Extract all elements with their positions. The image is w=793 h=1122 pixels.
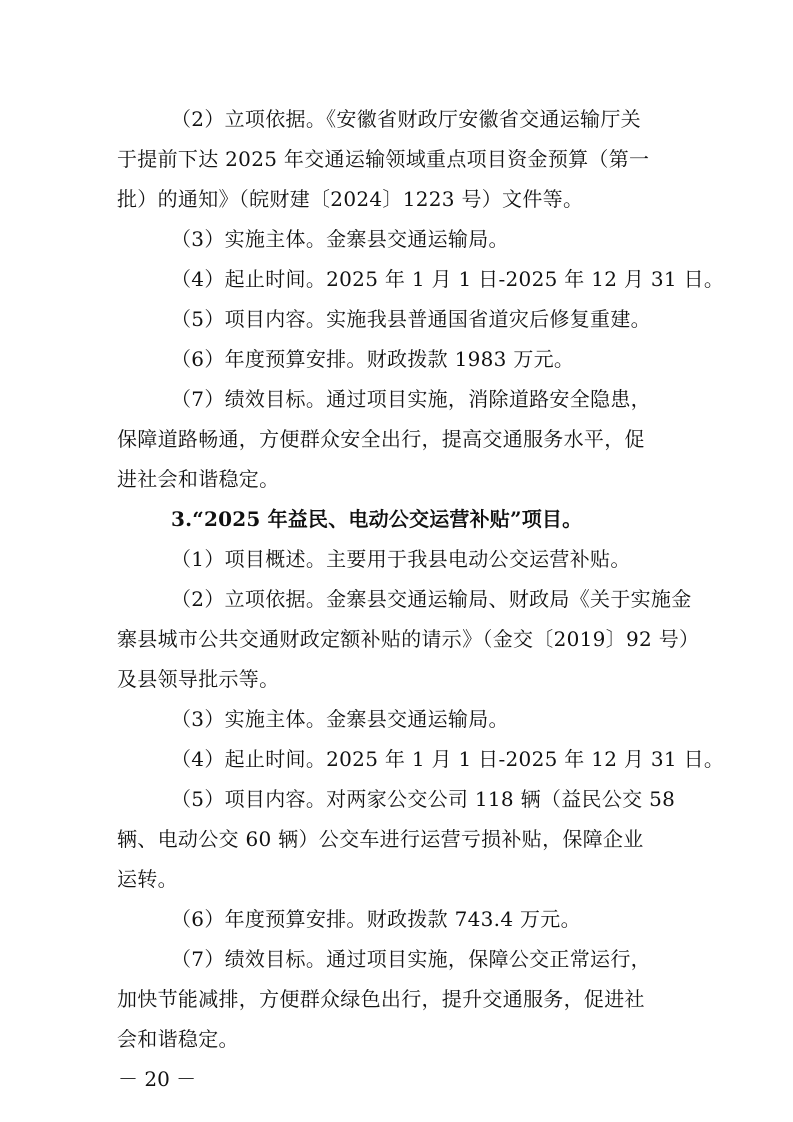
paragraph-line: （3）实施主体。金寨县交通运输局。 [171,227,509,251]
paragraph-line: 寨县城市公共交通财政定额补贴的请示》（金交〔2019〕92 号） [117,627,700,651]
page-number: － 20 － [118,1067,197,1091]
paragraph-line: （7）绩效目标。通过项目实施，保障公交正常运行， [171,947,651,971]
paragraph-line: （7）绩效目标。通过项目实施，消除道路安全隐患， [171,387,651,411]
paragraph-line: （1）项目概述。主要用于我县电动公交运营补贴。 [171,547,631,571]
paragraph-line: 进社会和谐稳定。 [117,467,280,491]
paragraph-line: 运转。 [117,867,178,891]
paragraph-line: （2）立项依据。《安徽省财政厅安徽省交通运输厅关 [171,107,641,131]
paragraph-line: 加快节能减排，方便群众绿色出行，提升交通服务，促进社 [117,987,645,1011]
paragraph-line: （2）立项依据。金寨县交通运输局、财政局《关于实施金 [171,587,692,611]
paragraph-line: 批）的通知》（皖财建〔2024〕1223 号）文件等。 [117,187,584,211]
paragraph-line: （6）年度预算安排。财政拨款 743.4 万元。 [171,907,581,931]
section-heading: 3.“2025 年益民、电动公交运营补贴”项目。 [171,507,583,531]
paragraph-line: （4）起止时间。2025 年 1 月 1 日-2025 年 12 月 31 日。 [171,747,725,771]
paragraph-line: （3）实施主体。金寨县交通运输局。 [171,707,509,731]
paragraph-line: 辆、电动公交 60 辆）公交车进行运营亏损补贴，保障企业 [117,827,644,851]
paragraph-line: （6）年度预算安排。财政拨款 1983 万元。 [171,347,575,371]
paragraph-line: 于提前下达 2025 年交通运输领域重点项目资金预算（第一 [117,147,650,171]
paragraph-line: （5）项目内容。实施我县普通国省道灾后修复重建。 [171,307,651,331]
paragraph-line: 会和谐稳定。 [117,1027,239,1051]
paragraph-line: （5）项目内容。对两家公交公司 118 辆（益民公交 58 [171,787,676,811]
paragraph-line: 保障道路畅通，方便群众安全出行，提高交通服务水平，促 [117,427,645,451]
paragraph-line: 及县领导批示等。 [117,667,280,691]
paragraph-line: （4）起止时间。2025 年 1 月 1 日-2025 年 12 月 31 日。 [171,267,725,291]
